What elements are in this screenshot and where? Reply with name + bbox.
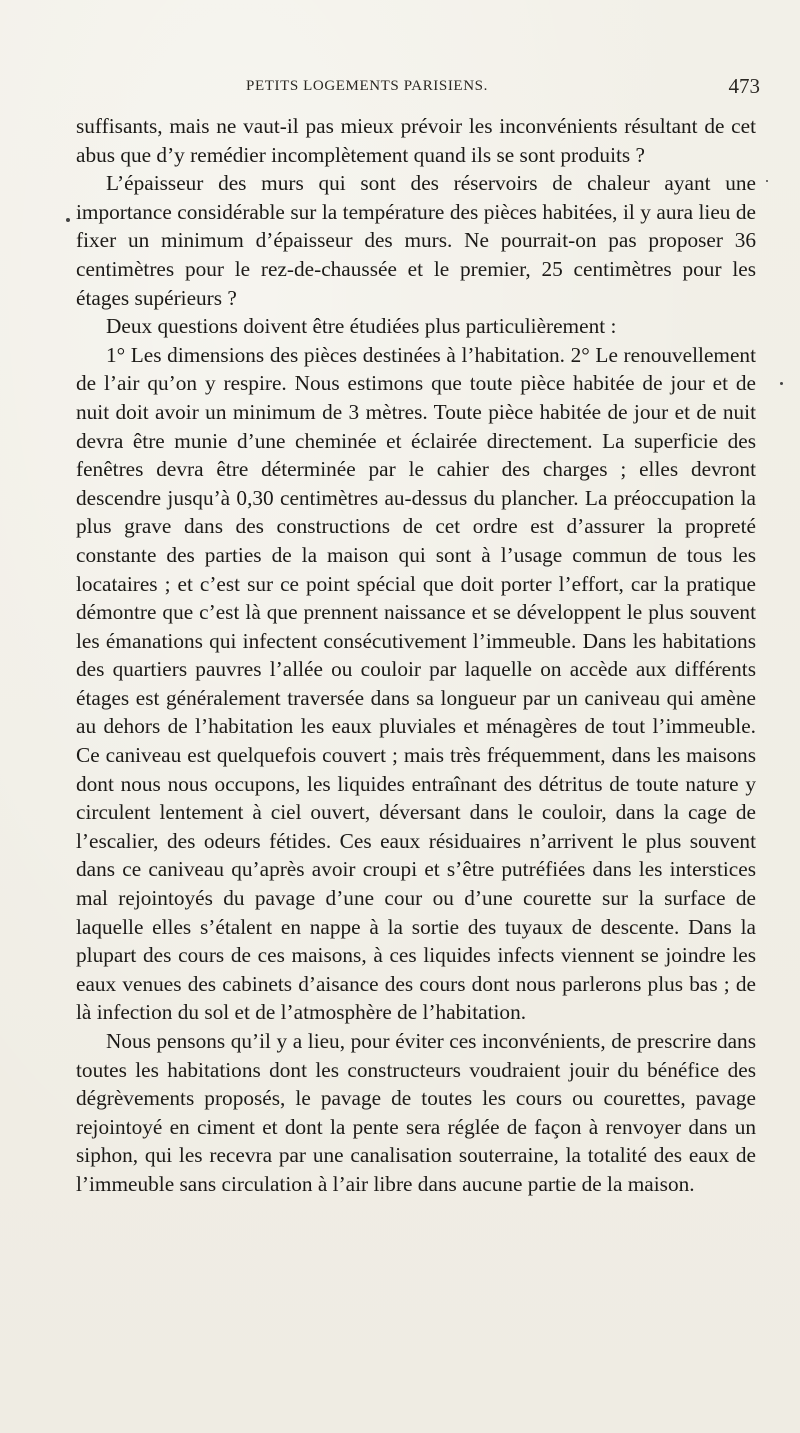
paragraph-room-dimensions: 1° Les dimensions des pièces destinées à l’habitation. 2° Le renouvellement de l’air qu’on y respire. Nous estimons que toute pièce habitée de jour et de nuit doit avoir un minimum de 3 mètres. Toute pièce habitée de jour et de nuit devra être munie d’une cheminée et éclairée directement. La superficie des fenêtres devra être déterminée par le cahier des charges ; elles devront descendre jusqu’à 0,30 centimètres au-dessus du plancher. La préoccupation la plus grave dans des constructions de cet ordre est d’assurer la propreté constante des parties de la maison qui sont à l’usage commun de tous les locataires ; et c’est sur ce point spécial que doit porter l’effort, car la pratique démontre que c’est là que prennent naissance et se développent le plus souvent les émanations qui infectent consécutivement l’immeuble. Dans les habitations des quartiers pauvres l’allée ou couloir par laquelle on accède aux différents étages est généralement traversée dans sa longueur par un caniveau qui amène au dehors de l’habitation les eaux pluviales et ménagères de tout l’immeuble. Ce caniveau est quelquefois couvert ; mais très fréquemment, dans les maisons dont nous nous occupons, les liquides entraînant des détritus de toute nature y circulent lentement à ciel ouvert, déversant dans le couloir, dans la cage de l’escalier, des odeurs fétides. Ces eaux résiduaires n’arrivent le plus souvent dans ce caniveau qu’après avoir croupi et s’être putréfiées dans les interstices mal rejointoyés du pavage d’une cour ou d’une courette sur la surface de laquelle elles s’étalent en nappe à la sortie des tuyaux de descente. Dans la plupart des cours de ces maisons, à ces liquides infects viennent se joindre les eaux venues des cabinets d’aisance des cours dont nous parlerons plus bas ; de là infection du sol et de l’atmosphère de l’habitation. (76, 342, 756, 1025)
paragraph-continuation: suffisants, mais ne vaut-il pas mieux prévoir les inconvénients résultant de cet abus que d’y remédier incomplètement quand ils se sont produits ? (76, 114, 756, 167)
page-header (78, 74, 760, 104)
paragraph-two-questions: Deux questions doivent être étudiées plus particulièrement : (106, 314, 617, 339)
print-speck (780, 382, 783, 385)
running-title: PETITS LOGEMENTS PARISIENS. (246, 78, 488, 94)
page-number: 473 (728, 74, 760, 98)
paragraph-wall-thickness: L’épaisseur des murs qui sont des réservoirs de chaleur ayant une importance considérable sur la température des pièces habitées, il y aura lieu de fixer un minimum d’épaisseur des murs. Ne pourrait-on pas proposer 36 centimètres pour le rez-de-chaussée et le premier, 25 centimètres pour les étages supérieurs ? (76, 171, 756, 310)
print-speck (766, 180, 768, 182)
paragraph-paving: Nous pensons qu’il y a lieu, pour éviter ces inconvénients, de prescrire dans toutes les habitations dont les constructeurs voudraient jouir du bénéfice des dégrèvements proposés, le pavage de toutes les cours ou courettes, pavage rejointoyé en ciment et dont la pente sera réglée de façon à renvoyer dans un siphon, qui les recevra par une canalisation souterraine, la totalité des eaux de l’immeuble sans circulation à l’air libre dans aucune partie de la maison. (76, 1029, 756, 1196)
print-speck (66, 218, 70, 222)
body-text (76, 112, 756, 1199)
